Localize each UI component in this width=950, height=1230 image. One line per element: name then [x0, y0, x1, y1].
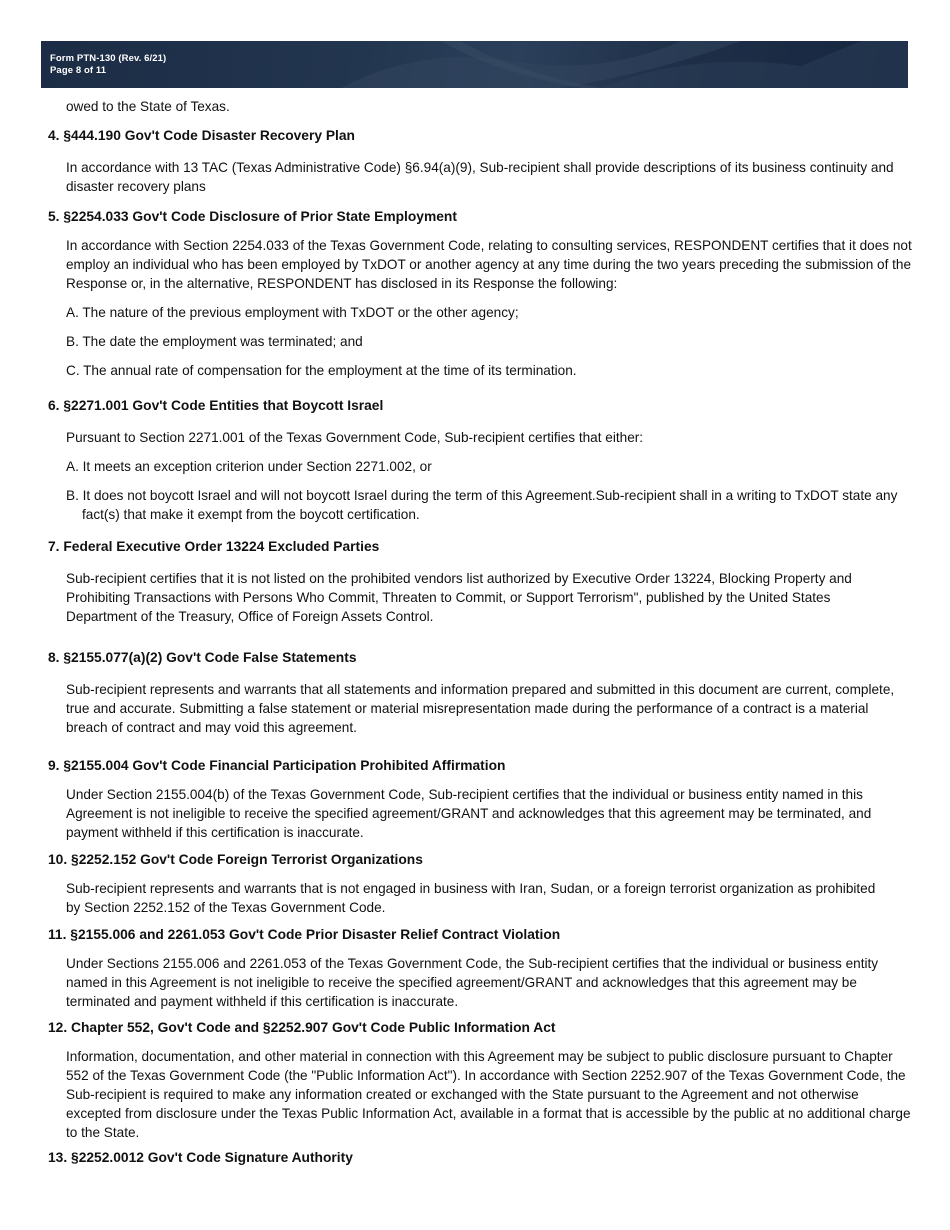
section-paragraph: In accordance with Section 2254.033 of the Texas Government Code, relating to consulting services, RESPONDENT certifies that it does not employ an individual who has been employed by TxDOT or another agency at any time during the two years preceding the submission of the Response or, in the alternative, RESPONDENT has disclosed in its Response the following: — [66, 238, 912, 291]
section-paragraph: Sub-recipient represents and warrants that all statements and information prepared and submitted in this document are current, complete, true and accurate. Submitting a false statement or material misrepresentation made during the performance of a contract is a material breach of contract and may void this agreement. — [66, 682, 895, 735]
section-paragraph: Information, documentation, and other material in connection with this Agreement may be subject to public disclosure pursuant to Chapter 552 of the Texas Government Code (the "Public Information Act"). In accordance with Section 2252.907 of the Texas Government Code, the Sub-recipient is required to make any information created or exchanged with the State pursuant to the Agreement and not otherwise excepted from disclosure under the Texas Public Information Act, available in a format that is accessible by the public at no additional charge to the State. — [66, 1049, 911, 1140]
list-item: B. It does not boycott Israel and will not boycott Israel during the term of this Agreement.Sub-recipient shall in a writing to TxDOT state any fact(s) that make it exempt from the boycott certification. — [66, 488, 898, 522]
section-heading: 11. §2155.006 and 2261.053 Gov't Code Prior Disaster Relief Contract Violation — [48, 927, 561, 942]
section-9 — [45, 756, 910, 842]
list-item: A. The nature of the previous employment with TxDOT or the other agency; — [66, 305, 519, 320]
section-paragraph: Sub-recipient represents and warrants that is not engaged in business with Iran, Sudan, or a foreign terrorist organization as prohibited by Section 2252.152 of the Texas Government Code. — [66, 881, 876, 915]
section-paragraph: In accordance with 13 TAC (Texas Administrative Code) §6.94(a)(9), Sub-recipient shall provide descriptions of its business continuity and disaster recovery plans — [66, 160, 894, 194]
section-heading: 12. Chapter 552, Gov't Code and §2252.907 Gov't Code Public Information Act — [48, 1020, 556, 1035]
section-12 — [45, 1018, 910, 1142]
section-heading: 5. §2254.033 Gov't Code Disclosure of Prior State Employment — [48, 209, 457, 224]
page-number: Page 8 of 11 — [50, 65, 107, 76]
section-heading: 9. §2155.004 Gov't Code Financial Participation Prohibited Affirmation — [48, 758, 506, 773]
section-7 — [45, 537, 910, 626]
section-8 — [45, 648, 910, 737]
section-10 — [45, 850, 910, 917]
page-header-banner — [41, 41, 908, 88]
section-heading: 4. §444.190 Gov't Code Disaster Recovery Plan — [48, 128, 355, 143]
section-6 — [45, 396, 910, 524]
form-number: Form PTN-130 (Rev. 6/21) — [50, 53, 167, 64]
section-heading: 13. §2252.0012 Gov't Code Signature Authority — [48, 1150, 353, 1165]
section-paragraph: Pursuant to Section 2271.001 of the Texas Government Code, Sub-recipient certifies that either: — [66, 430, 644, 445]
section-heading: 10. §2252.152 Gov't Code Foreign Terrorist Organizations — [48, 852, 423, 867]
section-5 — [45, 207, 910, 380]
list-item: B. The date the employment was terminated; and — [66, 334, 363, 349]
section-paragraph: Sub-recipient certifies that it is not listed on the prohibited vendors list authorized by Executive Order 13224, Blocking Property and Prohibiting Transactions with Persons Who Commit, Threaten to Commit, or Support Terrorism", published by the United States Department of the Treasury, Office of Foreign Assets Control. — [66, 571, 852, 624]
section-heading: 7. Federal Executive Order 13224 Excluded Parties — [48, 539, 380, 554]
section-11 — [45, 925, 910, 1011]
section-paragraph: Under Sections 2155.006 and 2261.053 of the Texas Government Code, the Sub-recipient certifies that the individual or business entity named in this Agreement is not ineligible to receive the specified agreement/GRANT and acknowledges that this agreement may be terminated and payment withheld if this certification is inaccurate. — [66, 956, 879, 1009]
section-heading: 6. §2271.001 Gov't Code Entities that Boycott Israel — [48, 398, 384, 413]
intro-continuation: owed to the State of Texas. — [66, 99, 230, 114]
list-item: A. It meets an exception criterion under Section 2271.002, or — [66, 459, 432, 474]
form-id — [50, 53, 166, 77]
section-paragraph: Under Section 2155.004(b) of the Texas Government Code, Sub-recipient certifies that the individual or business entity named in this Agreement is not ineligible to receive the specified agreement/GRANT and acknowledges that this agreement may be terminated, and payment withheld if this certification is inaccurate. — [66, 787, 872, 840]
section-4 — [45, 126, 910, 196]
section-heading: 8. §2155.077(a)(2) Gov't Code False Statements — [48, 650, 357, 665]
list-item: C. The annual rate of compensation for the employment at the time of its termination. — [66, 363, 577, 378]
section-13 — [45, 1148, 910, 1167]
header-decoration — [41, 41, 908, 88]
